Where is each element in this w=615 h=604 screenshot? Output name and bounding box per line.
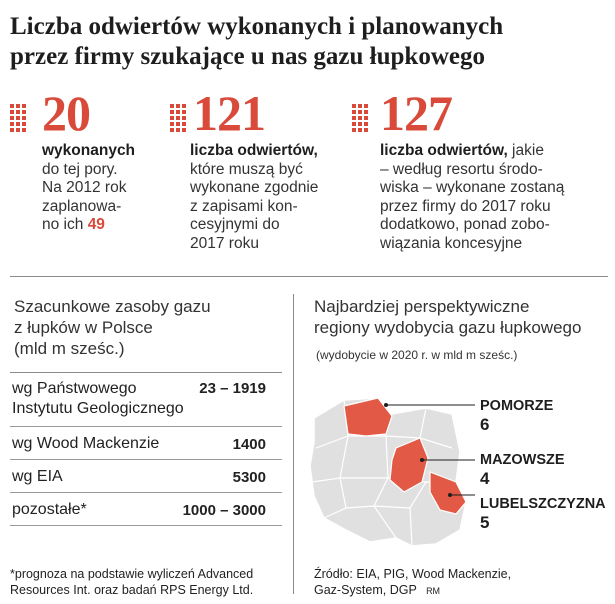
stat-line: no ich xyxy=(42,216,84,233)
stat-description-completed xyxy=(42,142,174,235)
stat-line: wiska – wykonane zostaną xyxy=(380,179,565,196)
source-line: Gaz-System, DGP xyxy=(314,583,417,597)
regions-title xyxy=(314,296,614,338)
resource-value: 5300 xyxy=(232,469,266,486)
stat-line: cesyjnymi do xyxy=(190,216,280,233)
stat-line: zaplanowa- xyxy=(42,197,122,215)
resource-source-label xyxy=(12,379,184,419)
poland-map xyxy=(300,378,475,553)
source-line: Źródło: EIA, PIG, Wood Mackenzie, xyxy=(314,567,512,581)
table-row xyxy=(10,493,282,526)
resource-source-line: Instytutu Geologicznego xyxy=(12,400,184,417)
stat-line: do tej pory. xyxy=(42,160,118,178)
region-value: 4 xyxy=(480,469,490,488)
planned-count-highlight: 49 xyxy=(87,216,105,233)
stat-number-required: 121 xyxy=(193,85,265,141)
resource-value: 1000 – 3000 xyxy=(182,502,266,519)
stat-line: jakie xyxy=(507,142,544,159)
stat-bold-label: liczba odwiertów, xyxy=(190,142,318,159)
stat-line: wykonane zgodnie xyxy=(190,179,319,196)
region-name: LUBELSZCZYZNA xyxy=(480,496,606,512)
author-initials: RM xyxy=(426,586,441,596)
resource-source-label: pozostałe* xyxy=(12,501,87,518)
resources-title-line: Szacunkowe zasoby gazu xyxy=(14,297,211,316)
resources-title xyxy=(14,296,274,359)
table-row xyxy=(10,460,282,493)
region-name: POMORZE xyxy=(480,398,554,414)
dots-icon xyxy=(352,104,368,138)
source-note xyxy=(314,566,544,599)
stat-line: – według resortu środo- xyxy=(380,160,543,178)
resources-title-line: z łupków w Polsce xyxy=(14,318,153,337)
dots-icon xyxy=(170,104,186,138)
stat-description-required xyxy=(190,142,360,253)
stat-number-completed: 20 xyxy=(42,85,90,141)
stat-line: 2017 roku xyxy=(190,234,259,252)
region-value: 6 xyxy=(480,415,490,434)
region-lubelszczyzna xyxy=(480,496,606,533)
footnote-line: Resources Int. oraz badań RPS Energy Ltd. xyxy=(10,583,254,597)
footnote-line: *prognoza na podstawie wyliczeń Advanced xyxy=(10,567,254,581)
infographic-title xyxy=(10,12,610,72)
region-name: MAZOWSZE xyxy=(480,452,565,468)
region-pomorze xyxy=(480,398,553,435)
regions-title-line: regiony wydobycia gazu łupkowego xyxy=(314,318,582,337)
resource-source-label: wg EIA xyxy=(12,468,63,485)
table-row xyxy=(10,373,282,427)
region-value: 5 xyxy=(480,513,490,532)
regions-subtitle: (wydobycie w 2020 r. w mld m sześc.) xyxy=(316,348,518,362)
resource-source-line: wg Państwowego xyxy=(12,380,137,397)
column-divider xyxy=(293,294,294,594)
footnote xyxy=(10,566,290,598)
resource-value: 1400 xyxy=(232,436,266,453)
stat-line: z zapisami kon- xyxy=(190,197,298,215)
stat-line: które muszą być xyxy=(190,160,303,178)
stat-line: wiązania koncesyjne xyxy=(380,234,523,252)
stat-bold-label: liczba odwiertów, xyxy=(380,142,508,159)
section-divider xyxy=(10,276,608,277)
title-line-2: przez firmy szukające u nas gazu łupkowego xyxy=(10,43,485,70)
stat-line: przez firmy do 2017 roku xyxy=(380,197,551,215)
region-mazowsze xyxy=(480,452,565,489)
table-row xyxy=(10,427,282,460)
stat-line: Na 2012 rok xyxy=(42,179,127,196)
stat-description-additional xyxy=(380,142,612,253)
resource-source-label: wg Wood Mackenzie xyxy=(12,435,160,452)
dots-icon xyxy=(10,104,26,138)
stat-line: dodatkowo, ponad zobo- xyxy=(380,216,550,233)
stat-number-additional: 127 xyxy=(380,85,452,141)
stat-bold-label: wykonanych xyxy=(42,142,136,159)
resource-value: 23 – 1919 xyxy=(199,380,266,397)
regions-title-line: Najbardziej perspektywiczne xyxy=(314,297,530,316)
title-line-1: Liczba odwiertów wykonanych i planowanych xyxy=(10,13,504,40)
resources-title-line: (mld m sześc.) xyxy=(14,339,125,358)
